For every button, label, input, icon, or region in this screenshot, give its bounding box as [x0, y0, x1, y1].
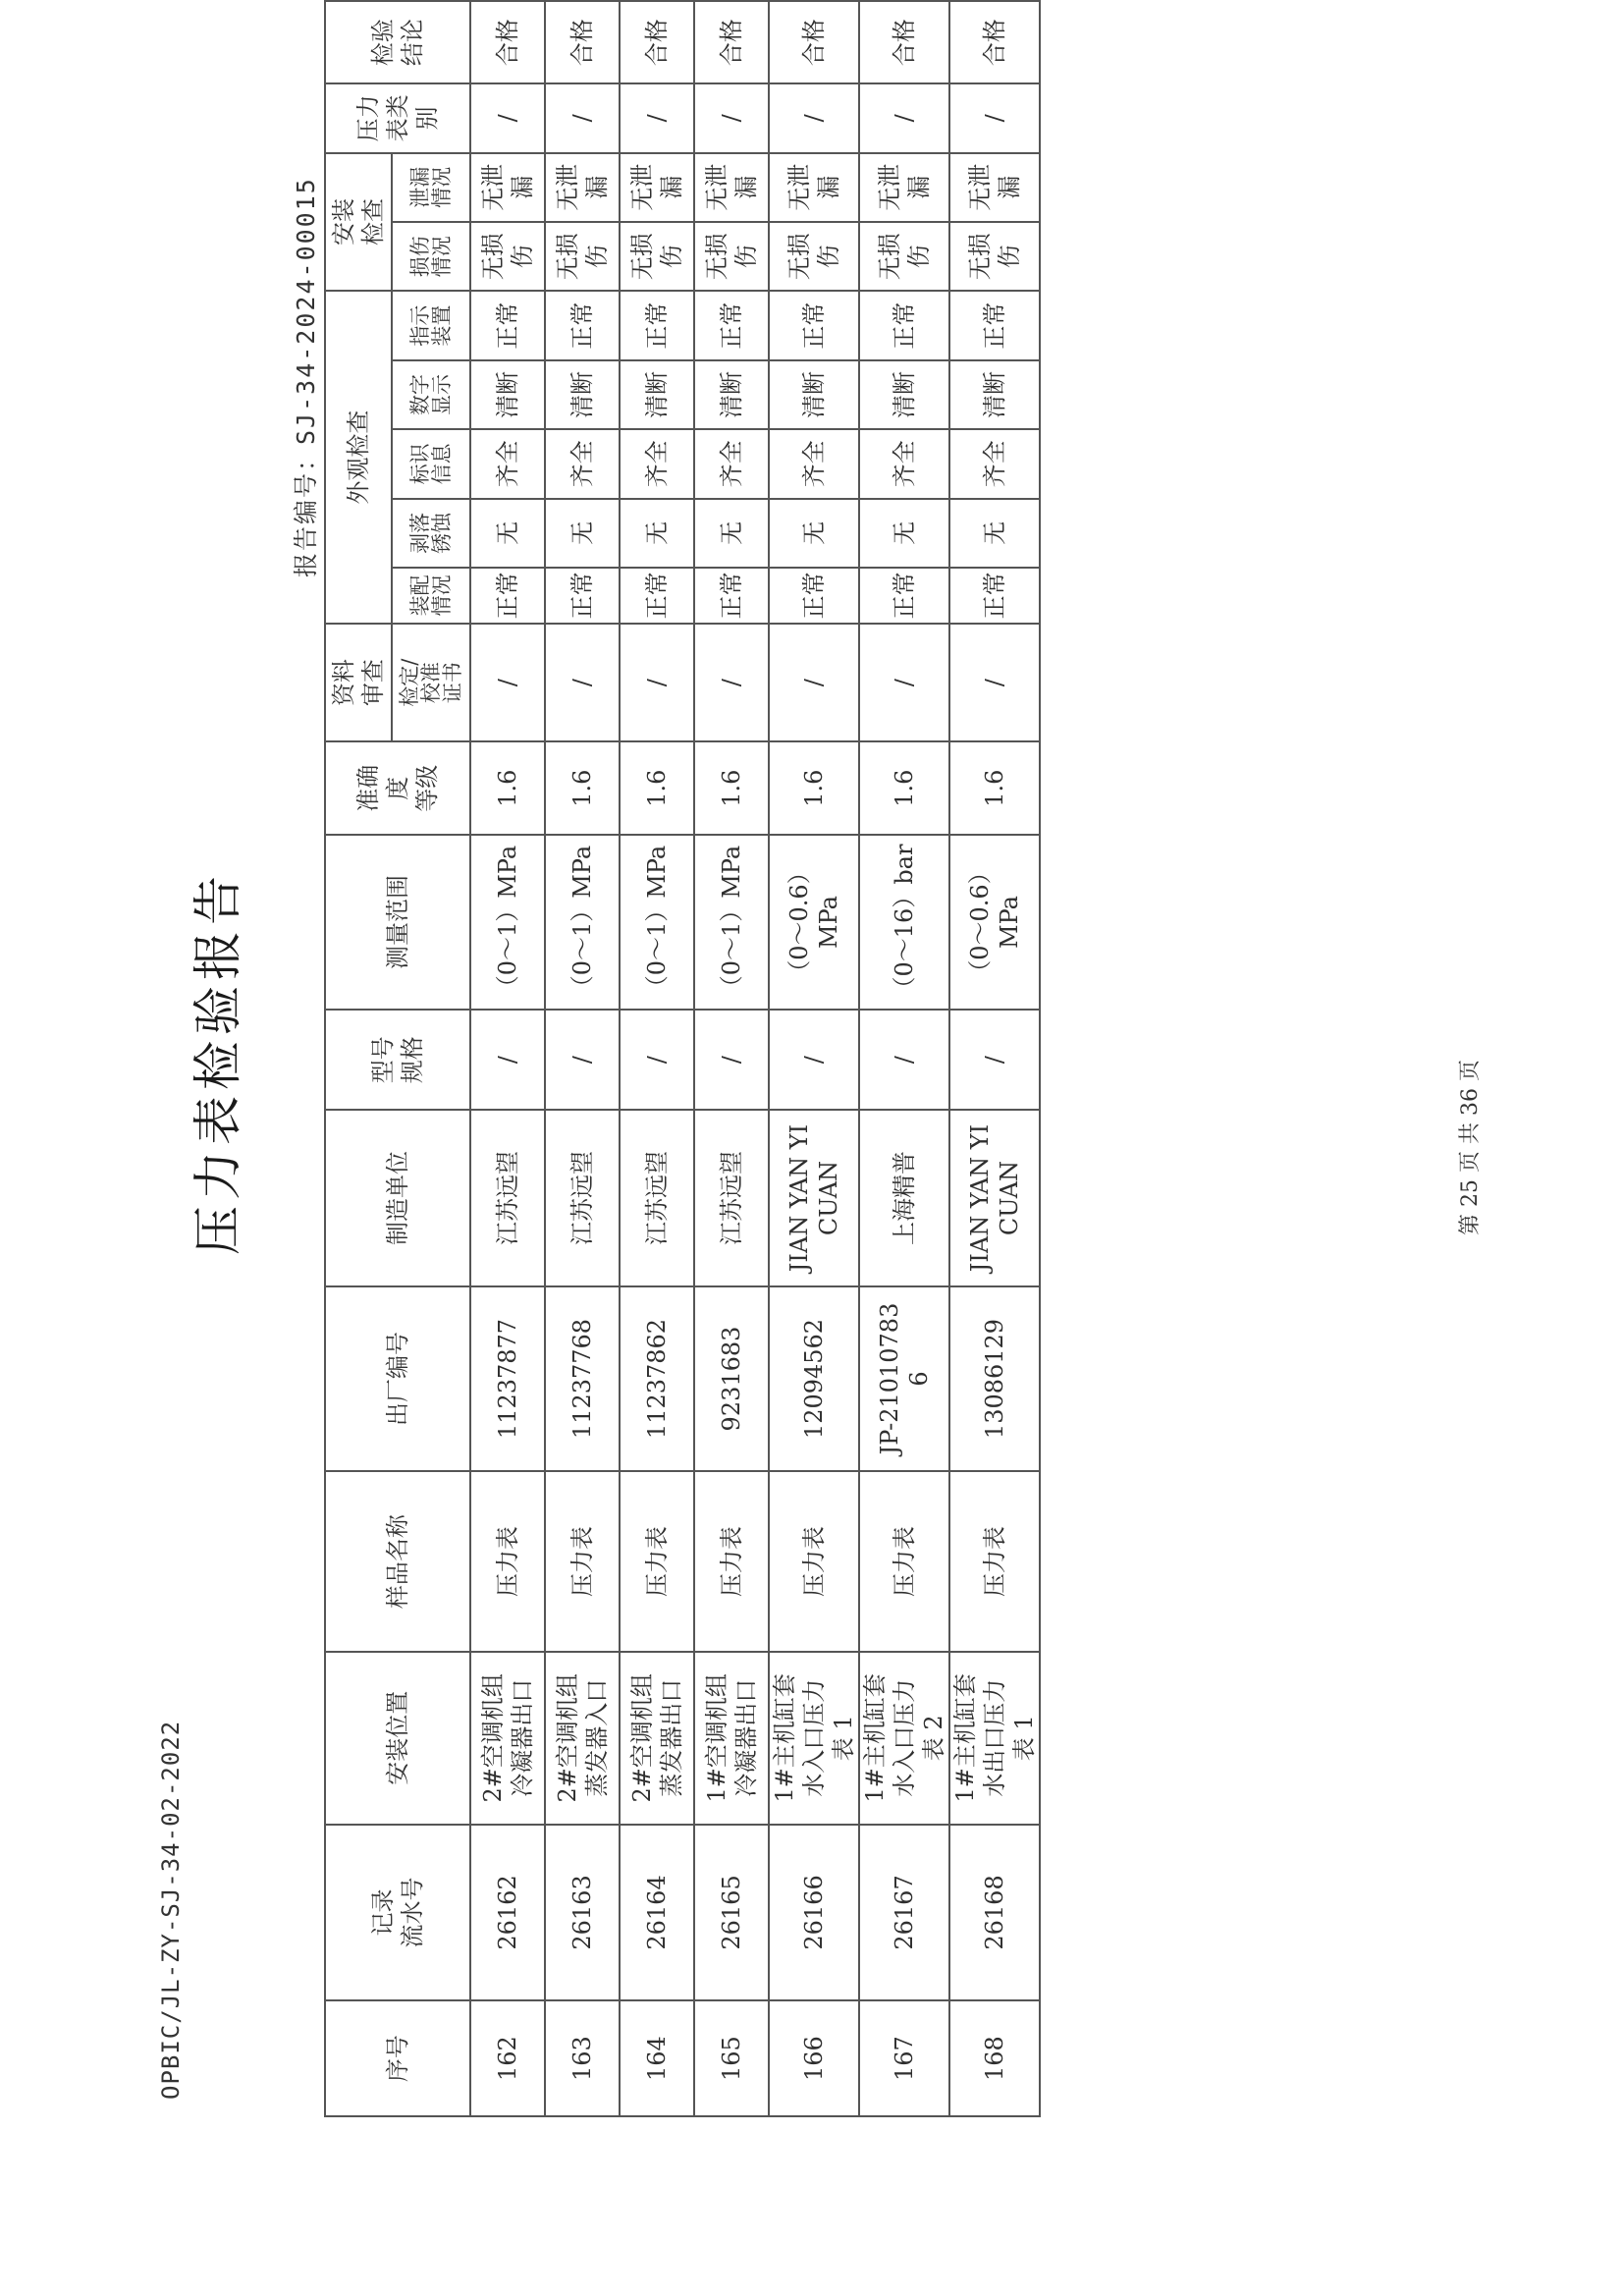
cell-seq: 165 [694, 2000, 769, 2116]
header-result: 检验 结论 [325, 1, 470, 83]
cell-manufacturer: 江苏远望 [545, 1110, 620, 1286]
cell-peeling: 无 [769, 499, 859, 568]
cell-peeling: 无 [694, 499, 769, 568]
cell-factory-no: 12094562 [769, 1286, 859, 1471]
cell-leakage: 无泄漏 [949, 153, 1040, 222]
cell-seq: 167 [859, 2000, 949, 2116]
cell-location: 2#空调机组 蒸发器出口 [620, 1652, 694, 1825]
cell-assembly: 正常 [859, 568, 949, 624]
cell-damage: 无损伤 [470, 222, 545, 291]
cell-gauge-type: / [949, 83, 1040, 152]
cell-cert: / [620, 624, 694, 742]
cell-record-no: 26164 [620, 1825, 694, 2001]
cell-result: 合格 [545, 1, 620, 83]
cell-digits: 清断 [545, 360, 620, 429]
cell-pointer: 正常 [620, 291, 694, 359]
cell-location: 1#主机缸套 水出口压力 表 1 [949, 1652, 1040, 1825]
cell-model: / [545, 1010, 620, 1110]
cell-assembly: 正常 [620, 568, 694, 624]
cell-cert: / [769, 624, 859, 742]
header-accuracy: 准确 度 等级 [325, 741, 470, 834]
header-model: 型号 规格 [325, 1010, 470, 1110]
document-code: OPBIC/JL-ZY-SJ-34-02-2022 [157, 1720, 185, 2100]
cell-damage: 无损伤 [694, 222, 769, 291]
header-doc-review: 资料 审查 [325, 624, 392, 742]
cell-assembly: 正常 [694, 568, 769, 624]
cell-cert: / [949, 624, 1040, 742]
cell-peeling: 无 [470, 499, 545, 568]
cell-location: 1#空调机组 冷凝器出口 [694, 1652, 769, 1825]
cell-location: 1#主机缸套 水入口压力 表 1 [769, 1652, 859, 1825]
cell-leakage: 无泄漏 [620, 153, 694, 222]
cell-accuracy: 1.6 [694, 741, 769, 834]
header-assembly: 装配 情况 [392, 568, 470, 624]
cell-marking: 齐全 [620, 429, 694, 498]
cell-digits: 清断 [470, 360, 545, 429]
cell-model: / [769, 1010, 859, 1110]
header-location: 安装位置 [325, 1652, 470, 1825]
cell-manufacturer: 江苏远望 [694, 1110, 769, 1286]
cell-damage: 无损伤 [769, 222, 859, 291]
cell-record-no: 26165 [694, 1825, 769, 2001]
cell-marking: 齐全 [859, 429, 949, 498]
cell-digits: 清断 [859, 360, 949, 429]
cell-manufacturer: 江苏远望 [470, 1110, 545, 1286]
cell-factory-no: JP-21010783 6 [859, 1286, 949, 1471]
cell-gauge-type: / [694, 83, 769, 152]
cell-manufacturer: 上海精普 [859, 1110, 949, 1286]
header-factory-no: 出厂编号 [325, 1286, 470, 1471]
cell-record-no: 26166 [769, 1825, 859, 2001]
cell-cert: / [545, 624, 620, 742]
cell-range: （0～1）MPa [620, 835, 694, 1010]
header-record-no: 记录 流水号 [325, 1825, 470, 2001]
cell-peeling: 无 [620, 499, 694, 568]
cell-assembly: 正常 [470, 568, 545, 624]
table-row [859, 1, 949, 2116]
cell-assembly: 正常 [949, 568, 1040, 624]
cell-marking: 齐全 [545, 429, 620, 498]
cell-accuracy: 1.6 [769, 741, 859, 834]
cell-assembly: 正常 [769, 568, 859, 624]
cell-assembly: 正常 [545, 568, 620, 624]
cell-manufacturer: JIAN YAN YI CUAN [949, 1110, 1040, 1286]
header-gauge-type: 压力 表类 别 [325, 83, 470, 152]
header-range: 测量范围 [325, 835, 470, 1010]
cell-model: / [949, 1010, 1040, 1110]
cell-cert: / [694, 624, 769, 742]
header-digits: 数字 显示 [392, 360, 470, 429]
cell-sample-name: 压力表 [694, 1471, 769, 1652]
cell-sample-name: 压力表 [545, 1471, 620, 1652]
cell-leakage: 无泄漏 [859, 153, 949, 222]
cell-damage: 无损伤 [545, 222, 620, 291]
cell-digits: 清断 [769, 360, 859, 429]
cell-record-no: 26167 [859, 1825, 949, 2001]
cell-result: 合格 [620, 1, 694, 83]
cell-record-no: 26162 [470, 1825, 545, 2001]
cell-seq: 166 [769, 2000, 859, 2116]
cell-pointer: 正常 [470, 291, 545, 359]
cell-result: 合格 [949, 1, 1040, 83]
cell-sample-name: 压力表 [620, 1471, 694, 1652]
cell-digits: 清断 [694, 360, 769, 429]
cell-range: （0～16）bar [859, 835, 949, 1010]
page-title: 压力表检验报告 [189, 870, 246, 1255]
header-marking: 标识 信息 [392, 429, 470, 498]
cell-sample-name: 压力表 [769, 1471, 859, 1652]
cell-marking: 齐全 [694, 429, 769, 498]
cell-seq: 164 [620, 2000, 694, 2116]
table-body [470, 1, 1040, 2116]
header-appearance: 外观检查 [325, 291, 392, 623]
cell-digits: 清断 [949, 360, 1040, 429]
cell-location: 2#空调机组 冷凝器出口 [470, 1652, 545, 1825]
cell-range: （0～1）MPa [470, 835, 545, 1010]
header-sample-name: 样品名称 [325, 1471, 470, 1652]
header-damage: 损伤 情况 [392, 222, 470, 291]
cell-factory-no: 11237768 [545, 1286, 620, 1471]
cell-gauge-type: / [859, 83, 949, 152]
cell-factory-no: 13086129 [949, 1286, 1040, 1471]
cell-accuracy: 1.6 [949, 741, 1040, 834]
cell-accuracy: 1.6 [545, 741, 620, 834]
cell-damage: 无损伤 [949, 222, 1040, 291]
cell-range: （0～1）MPa [545, 835, 620, 1010]
cell-marking: 齐全 [470, 429, 545, 498]
cell-leakage: 无泄漏 [545, 153, 620, 222]
cell-gauge-type: / [769, 83, 859, 152]
cell-gauge-type: / [620, 83, 694, 152]
cell-marking: 齐全 [769, 429, 859, 498]
cell-seq: 163 [545, 2000, 620, 2116]
cell-cert: / [470, 624, 545, 742]
header-seq: 序号 [325, 2000, 470, 2116]
cell-cert: / [859, 624, 949, 742]
cell-pointer: 正常 [694, 291, 769, 359]
cell-range: （0～0.6） MPa [769, 835, 859, 1010]
cell-pointer: 正常 [859, 291, 949, 359]
inspection-table [324, 0, 1041, 2117]
cell-pointer: 正常 [949, 291, 1040, 359]
cell-model: / [694, 1010, 769, 1110]
cell-manufacturer: JIAN YAN YI CUAN [769, 1110, 859, 1286]
header-install-check: 安装 检查 [325, 153, 392, 292]
cell-peeling: 无 [949, 499, 1040, 568]
table-row [769, 1, 859, 2116]
page-number: 第 25 页 共 36 页 [1458, 1060, 1483, 1235]
cell-model: / [859, 1010, 949, 1110]
table-row [545, 1, 620, 2116]
cell-factory-no: 11237862 [620, 1286, 694, 1471]
cell-location: 1#主机缸套 水入口压力 表 2 [859, 1652, 949, 1825]
cell-model: / [470, 1010, 545, 1110]
cell-seq: 162 [470, 2000, 545, 2116]
cell-accuracy: 1.6 [470, 741, 545, 834]
cell-factory-no: 9231683 [694, 1286, 769, 1471]
cell-record-no: 26163 [545, 1825, 620, 2001]
header-cert: 检定/ 校准 证书 [392, 624, 470, 742]
table-row [949, 1, 1040, 2116]
cell-gauge-type: / [470, 83, 545, 152]
cell-leakage: 无泄漏 [470, 153, 545, 222]
header-peeling: 剥落 锈蚀 [392, 499, 470, 568]
cell-gauge-type: / [545, 83, 620, 152]
cell-result: 合格 [859, 1, 949, 83]
cell-marking: 齐全 [949, 429, 1040, 498]
cell-pointer: 正常 [545, 291, 620, 359]
header-manufacturer: 制造单位 [325, 1110, 470, 1286]
cell-accuracy: 1.6 [620, 741, 694, 834]
report-number: 报告编号：SJ-34-2024-00015 [292, 177, 320, 577]
cell-peeling: 无 [545, 499, 620, 568]
cell-damage: 无损伤 [620, 222, 694, 291]
header-leakage: 泄漏 情况 [392, 153, 470, 222]
cell-sample-name: 压力表 [859, 1471, 949, 1652]
cell-record-no: 26168 [949, 1825, 1040, 2001]
cell-seq: 168 [949, 2000, 1040, 2116]
cell-result: 合格 [470, 1, 545, 83]
cell-manufacturer: 江苏远望 [620, 1110, 694, 1286]
cell-leakage: 无泄漏 [769, 153, 859, 222]
table-row [620, 1, 694, 2116]
table-row [694, 1, 769, 2116]
cell-damage: 无损伤 [859, 222, 949, 291]
cell-result: 合格 [694, 1, 769, 83]
cell-location: 2#空调机组 蒸发器入口 [545, 1652, 620, 1825]
cell-range: （0～1）MPa [694, 835, 769, 1010]
cell-factory-no: 11237877 [470, 1286, 545, 1471]
cell-leakage: 无泄漏 [694, 153, 769, 222]
table-row [470, 1, 545, 2116]
cell-result: 合格 [769, 1, 859, 83]
cell-pointer: 正常 [769, 291, 859, 359]
cell-accuracy: 1.6 [859, 741, 949, 834]
cell-sample-name: 压力表 [470, 1471, 545, 1652]
header-pointer: 指示 装置 [392, 291, 470, 359]
cell-digits: 清断 [620, 360, 694, 429]
cell-range: （0～0.6） MPa [949, 835, 1040, 1010]
cell-peeling: 无 [859, 499, 949, 568]
cell-sample-name: 压力表 [949, 1471, 1040, 1652]
cell-model: / [620, 1010, 694, 1110]
